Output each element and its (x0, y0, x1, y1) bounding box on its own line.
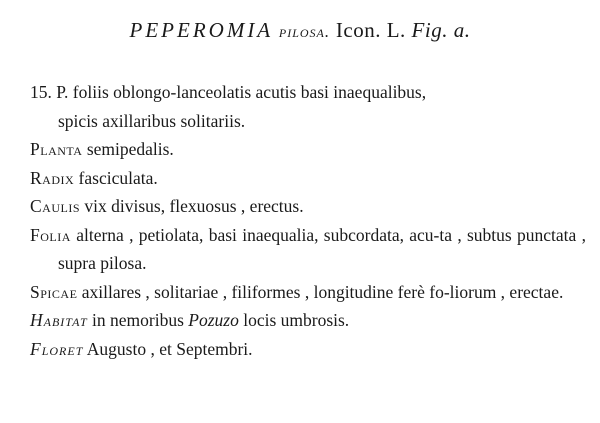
spicae-entry (30, 278, 586, 307)
folia-entry (30, 221, 586, 278)
habitat-place: Pozuzo (188, 310, 239, 330)
diagnosis-line-2: spicis axillaribus solitariis. (58, 110, 246, 131)
habitat-text-after: locis umbrosis. (238, 310, 350, 330)
title-genus: PEPEROMIA (129, 18, 274, 42)
folia-text: alterna , petiolata, basi inaequalia, subcordata, acu-ta , subtus punctata , supra pilosa. (58, 224, 586, 273)
title-figure-label: Fig. a. (411, 18, 471, 42)
diagnosis-line-1: P. foliis oblongo-lanceolatis acutis basi inaequalibus, (56, 82, 427, 102)
diagnosis-entry (30, 78, 586, 135)
entry-number: 15. (30, 82, 52, 102)
title-species: pilosa. (278, 22, 331, 41)
planta-entry (30, 135, 586, 164)
habitat-label: Habitat (30, 310, 88, 330)
page-title (0, 18, 600, 43)
caulis-label: Caulis (30, 196, 81, 216)
radix-entry (30, 164, 586, 193)
spicae-text: axillares , solitariae , filiformes , longitudine ferè fo-liorum , erectae. (77, 281, 564, 302)
title-icon-ref: Icon. L. (335, 18, 406, 42)
folia-label: Folia (30, 224, 71, 245)
radix-text: fasciculata. (74, 167, 158, 188)
habitat-text: in nemoribus (87, 310, 189, 330)
caulis-text: vix divisus, flexuosus , erectus. (80, 196, 304, 216)
floret-label: Floret (30, 338, 84, 359)
caulis-entry (30, 192, 586, 221)
habitat-entry (30, 306, 586, 335)
planta-label: Planta (30, 139, 83, 159)
floret-text: Augusto , et Septembri. (83, 338, 253, 359)
floret-entry (30, 335, 586, 364)
radix-label: Radix (30, 167, 75, 188)
spicae-label: Spicae (30, 281, 78, 302)
planta-text: semipedalis. (82, 139, 174, 159)
species-description (30, 78, 586, 363)
